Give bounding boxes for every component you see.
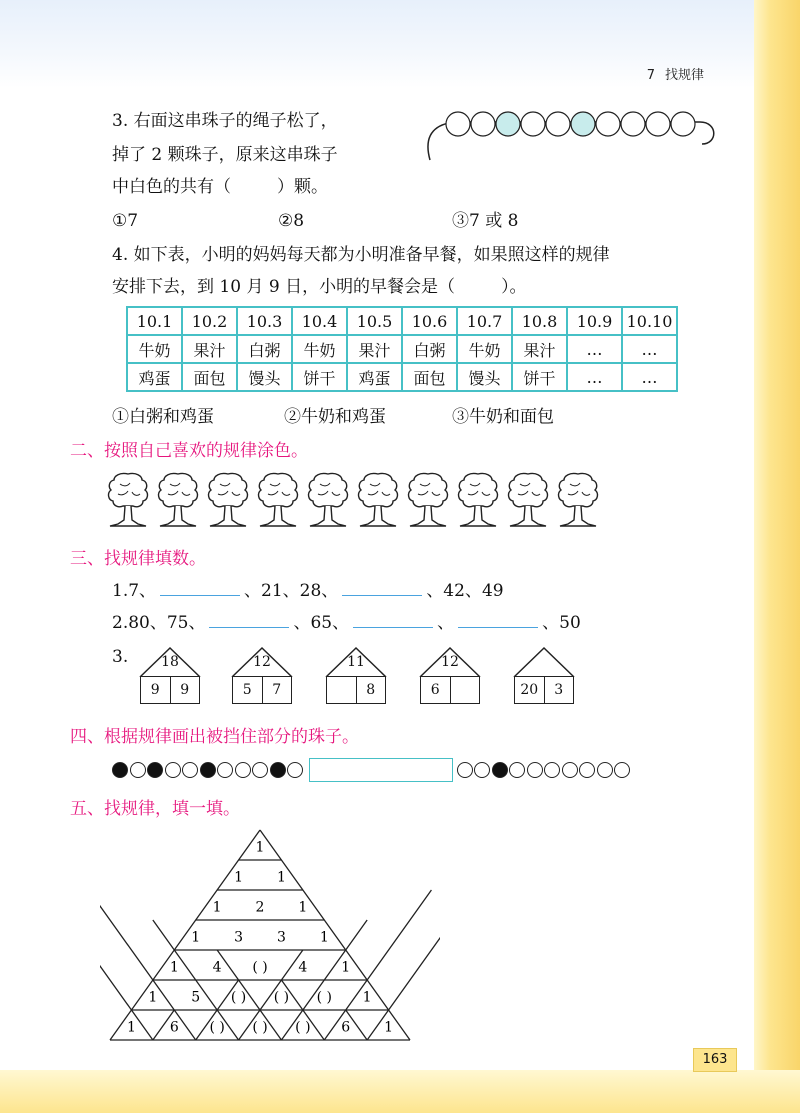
bead-white xyxy=(562,762,578,778)
q3-line1: 3. 右面这串珠子的绳子松了， xyxy=(112,111,338,131)
tree-icon[interactable] xyxy=(406,470,450,536)
food-cell: 鸡蛋 xyxy=(127,363,182,391)
house-right-number: 3 xyxy=(544,677,574,703)
drink-cell: 牛奶 xyxy=(292,335,347,363)
triangle-number: 1 xyxy=(384,1019,394,1036)
date-cell: 10.4 xyxy=(292,307,347,335)
triangle-number: 1 xyxy=(319,929,329,946)
page-number: 163 xyxy=(693,1048,737,1072)
bead-black xyxy=(200,762,216,778)
bead-white xyxy=(544,762,560,778)
food-cell: 馒头 xyxy=(237,363,292,391)
date-cell: 10.7 xyxy=(457,307,512,335)
triangle-number: 6 xyxy=(341,1019,351,1036)
bead-white xyxy=(457,762,473,778)
triangle-blank[interactable]: ( ) xyxy=(273,989,290,1006)
tree-row xyxy=(106,470,600,536)
triangle-blank[interactable]: ( ) xyxy=(230,989,247,1006)
food-cell: 鸡蛋 xyxy=(347,363,402,391)
triangle-line xyxy=(100,860,153,1040)
page-edge xyxy=(754,0,800,1113)
sec3-blank-1[interactable] xyxy=(160,577,240,596)
tree-icon[interactable] xyxy=(356,470,400,536)
drink-cell: … xyxy=(622,335,677,363)
triangle-number: 1 xyxy=(341,959,351,976)
q3-option-2[interactable]: ②8 xyxy=(278,211,305,231)
food-cell: 面包 xyxy=(402,363,457,391)
triangle-number: 1 xyxy=(276,869,286,886)
triangle-number: 1 xyxy=(126,1019,136,1036)
drink-cell: 果汁 xyxy=(347,335,402,363)
date-cell: 10.10 xyxy=(622,307,677,335)
bead-white xyxy=(287,762,303,778)
drink-cell: 牛奶 xyxy=(457,335,512,363)
date-cell: 10.5 xyxy=(347,307,402,335)
sec3-blank-4[interactable] xyxy=(353,609,433,628)
bead-white xyxy=(182,762,198,778)
q3-line3-b: ）颗。 xyxy=(277,177,328,197)
bead-white xyxy=(217,762,233,778)
page-bottom-edge xyxy=(0,1070,800,1113)
chapter-number: 7 xyxy=(646,68,655,83)
drink-cell: 白粥 xyxy=(402,335,457,363)
triangle-blank[interactable]: ( ) xyxy=(209,1019,225,1036)
house-right-number: 8 xyxy=(356,677,386,703)
sec3-l1-b: 、21、28、 xyxy=(244,581,339,601)
house-top-number: 12 xyxy=(441,654,459,670)
loose-bead-string xyxy=(420,104,720,164)
bead-black xyxy=(147,762,163,778)
triangle-line xyxy=(239,950,303,1040)
triangle-number: 5 xyxy=(191,989,201,1006)
bead-black xyxy=(492,762,508,778)
sec3-blank-2[interactable] xyxy=(342,577,422,596)
sec3-l2-d: 、50 xyxy=(542,613,581,633)
bead-white xyxy=(130,762,146,778)
sec3-l2-a: 2.80、75、 xyxy=(112,613,206,633)
triangle-number: 1 xyxy=(212,899,222,916)
q4-line1: 4. 如下表，小明的妈妈每天都为小明准备早餐，如果照这样的规律 xyxy=(112,245,610,265)
house-top-number: 12 xyxy=(253,654,271,670)
bead-white xyxy=(252,762,268,778)
sec3-l1-a: 1.7、 xyxy=(112,581,157,601)
tree-icon[interactable] xyxy=(306,470,350,536)
house-left-number[interactable] xyxy=(327,677,356,703)
triangle-number: 1 xyxy=(169,959,179,976)
bead-black xyxy=(112,762,128,778)
drink-cell: … xyxy=(567,335,622,363)
house-left-number: 20 xyxy=(520,682,539,698)
triangle-blank[interactable]: ( ) xyxy=(252,959,268,976)
triangle-number: 1 xyxy=(148,989,158,1006)
date-cell: 10.2 xyxy=(182,307,237,335)
tree-icon[interactable] xyxy=(206,470,250,536)
q3-line3-a: 中白色的共有（ xyxy=(112,177,231,197)
bead-pattern xyxy=(112,758,632,782)
house-right-number: 9 xyxy=(170,677,200,703)
drink-cell: 牛奶 xyxy=(127,335,182,363)
food-cell: 面包 xyxy=(182,363,237,391)
house-right-number[interactable] xyxy=(450,677,480,703)
q4-option-2[interactable]: ②牛奶和鸡蛋 xyxy=(284,407,386,427)
breakfast-table xyxy=(126,306,678,392)
q4-line2-text: 安排下去，到 10 月 9 日，小明的早餐会是（ xyxy=(112,277,456,297)
date-cell: 10.9 xyxy=(567,307,622,335)
triangle-number: 4 xyxy=(212,959,222,976)
food-cell: … xyxy=(622,363,677,391)
q3-line2: 掉了 2 颗珠子，原来这串珠子 xyxy=(112,145,338,165)
q4-line2 xyxy=(112,272,527,302)
tree-icon[interactable] xyxy=(256,470,300,536)
date-cell: 10.3 xyxy=(237,307,292,335)
tree-icon[interactable] xyxy=(456,470,500,536)
section-3-title: 三、找规律填数。 xyxy=(70,549,206,569)
drink-cell: 白粥 xyxy=(237,335,292,363)
triangle-number: 1 xyxy=(298,899,308,916)
triangle-blank[interactable]: ( ) xyxy=(252,1019,268,1036)
triangle-number: 4 xyxy=(298,959,308,976)
q3-line3 xyxy=(112,172,328,202)
number-house xyxy=(322,646,390,708)
sec3-line2 xyxy=(112,608,581,638)
date-cell: 10.6 xyxy=(402,307,457,335)
food-cell: 饼干 xyxy=(512,363,567,391)
bead-white xyxy=(235,762,251,778)
number-house xyxy=(510,646,578,708)
chapter-header xyxy=(647,64,704,83)
house-left-number: 5 xyxy=(242,682,252,698)
date-cell: 10.1 xyxy=(127,307,182,335)
date-cell: 10.8 xyxy=(512,307,567,335)
q4-line2-end: ）。 xyxy=(501,277,527,297)
tree-icon[interactable] xyxy=(506,470,550,536)
bead-white xyxy=(474,762,490,778)
triangle-number: 1 xyxy=(191,929,201,946)
number-house xyxy=(136,646,204,708)
number-house xyxy=(416,646,484,708)
house-left-number: 9 xyxy=(150,682,160,698)
drink-cell: 果汁 xyxy=(512,335,567,363)
q4-option-3[interactable]: ③牛奶和面包 xyxy=(452,407,554,427)
table-row-dates xyxy=(127,307,677,335)
q4-option-1[interactable]: ①白粥和鸡蛋 xyxy=(112,407,214,427)
sec3-l2-b: 、65、 xyxy=(293,613,350,633)
triangle-number: 3 xyxy=(234,929,244,946)
bead-white xyxy=(165,762,181,778)
house-right-number: 7 xyxy=(262,677,292,703)
triangle-line xyxy=(367,860,440,1040)
bead-white xyxy=(509,762,525,778)
food-cell: 饼干 xyxy=(292,363,347,391)
sec3-l2-c: 、 xyxy=(437,613,455,633)
sec3-blank-3[interactable] xyxy=(209,609,289,628)
tree-icon[interactable] xyxy=(156,470,200,536)
triangle-blank[interactable]: ( ) xyxy=(295,1019,311,1036)
sec3-line1 xyxy=(112,576,504,606)
tree-icon[interactable] xyxy=(556,470,600,536)
bead-white xyxy=(527,762,543,778)
q3-option-1[interactable]: ①7 xyxy=(112,211,139,231)
chapter-title: 找规律 xyxy=(664,68,704,83)
drink-cell: 果汁 xyxy=(182,335,237,363)
food-cell: 馒头 xyxy=(457,363,512,391)
bead-black xyxy=(270,762,286,778)
triangle-number: 2 xyxy=(255,899,265,916)
sec3-blank-5[interactable] xyxy=(458,609,538,628)
bead-string-beads xyxy=(446,112,695,136)
triangle-line xyxy=(217,950,281,1040)
triangle-number: 1 xyxy=(362,989,372,1006)
bead-white xyxy=(597,762,613,778)
house-left-number: 6 xyxy=(430,682,440,698)
number-triangle xyxy=(100,826,440,1046)
bead-white xyxy=(579,762,595,778)
triangle-number: 1 xyxy=(234,869,244,886)
sec3-line3-label: 3. xyxy=(112,647,129,667)
number-house xyxy=(228,646,296,708)
triangle-line xyxy=(100,890,196,1040)
food-cell: … xyxy=(567,363,622,391)
q3-option-3[interactable]: ③7 或 8 xyxy=(452,211,519,231)
triangle-number: 6 xyxy=(169,1019,179,1036)
house-top-number: 18 xyxy=(161,654,179,670)
covered-beads-box[interactable] xyxy=(309,758,453,782)
triangle-blank[interactable]: ( ) xyxy=(316,989,332,1006)
triangle-number: 3 xyxy=(276,929,286,946)
tree-icon[interactable] xyxy=(106,470,150,536)
sec3-l1-c: 、42、49 xyxy=(426,581,504,601)
house-top-number: 11 xyxy=(347,654,365,670)
bead-white xyxy=(614,762,630,778)
table-row-drinks xyxy=(127,335,677,363)
table-row-foods xyxy=(127,363,677,391)
triangle-number: 1 xyxy=(255,839,265,856)
section-2-title: 二、按照自己喜欢的规律涂色。 xyxy=(70,441,308,461)
section-4-title: 四、根据规律画出被挡住部分的珠子。 xyxy=(70,727,359,747)
section-5-title: 五、找规律，填一填。 xyxy=(70,799,240,819)
